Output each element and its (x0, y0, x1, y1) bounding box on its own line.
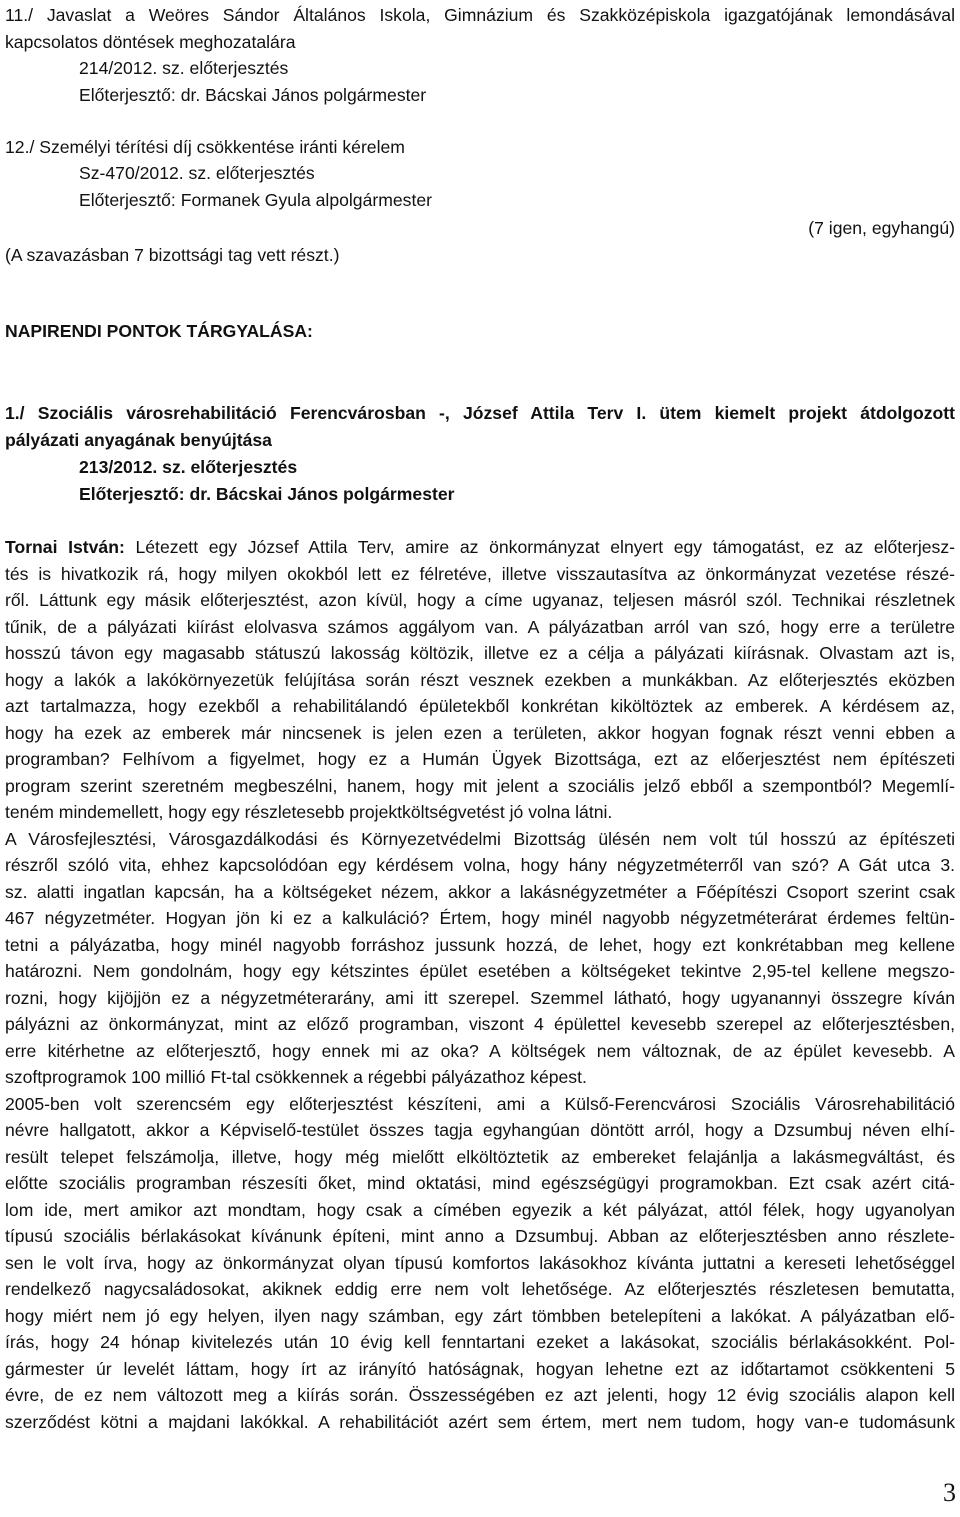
item11-title-line-2: kapcsolatos döntések meghozatalára (5, 32, 296, 52)
speech-line: tés is hivatkozik rá, hogy milyen okokból lett ez félretéve, illetve visszautasítva az önkormányzat vezetése részé- (5, 564, 955, 584)
speech-line: névre hallgatott, akkor a Képviselő-testület összes tagja egyhangúan döntött arról, hogy a Dzsumbuj néven elhí- (5, 1120, 955, 1140)
speech-line: évre, de ez nem változott meg a kiírás során. Összességében ez azt jelenti, hogy 12 évig szociális alapon kell (5, 1385, 955, 1405)
page-number: 3 (943, 1478, 956, 1507)
agenda-item-number: 213/2012. sz. előterjesztés (79, 457, 298, 477)
speech-line: teném mindemellett, hogy egy részletesebb projektköltségvetést jó volna látni. (5, 802, 613, 822)
speech-line: 2005-ben volt szerencsém egy előterjesztést készíteni, ami a Külső-Ferencvárosi Szociális Városrehabilitáció (5, 1094, 955, 1114)
speech-line: pályázni az önkormányzat, mint az előző programban, viszont 4 épülettel kevesebb szerepel az előterjesztésben, (5, 1014, 955, 1034)
speech-line: határozni. Nem gondolnám, hogy egy kétszintes épület esetében a költségeket tekintve 2,95-tel kellene megszo- (5, 961, 955, 981)
speech-line: tűnik, de a pályázati kiírást elolvasva számos aggályom van. A pályázatban arról van szó, hogy erre a területre (5, 617, 955, 637)
vote-result: (7 igen, egyhangú) (808, 218, 955, 238)
item12-presenter: Előterjesztő: Formanek Gyula alpolgármester (79, 190, 433, 210)
speech-line: ről. Láttunk egy másik előterjesztést, azon kívül, hogy a címe ugyanaz, teljesen másról szól. Technikai részletnek (5, 590, 955, 610)
speech-line: hogy a lakók a lakókörnyezetük felújítása során részt vesznek ezekben a munkákban. Az előterjesztés eközben (5, 670, 955, 690)
speech-line: sen le volt írva, hogy az önkormányzat olyan típusú komfortos lakásokhoz kívánta juttatni a kereseti lehetőséggel (5, 1253, 955, 1273)
speech-line: tetni a pályázatba, hogy minél nagyobb forráshoz jussunk hozzá, de lehet, hogy ezt konkrétabban meg kellene (5, 935, 955, 955)
speech-line: 467 négyzetméter. Hogyan jön ki ez a kalkuláció? Értem, hogy minél nagyobb négyzetméterárat érdemes feltün- (5, 908, 955, 928)
speech-line: lom ide, mert amikor azt mondtam, hogy csak a címében egyezik a két pályázat, attól félek, hogy ugyanolyan (5, 1200, 955, 1220)
speech-line: hosszú távon egy magasabb státuszú lakosság költözik, illetve ez a célja a pályázati kiírásnak. Olvastam azt is, (5, 643, 955, 663)
speech-line: azt tartalmazza, hogy ezekből a rehabilitálandó épületekből konkrétan kiköltöztek az emberek. A kérdésem az, (5, 696, 955, 716)
speech-line: hogy miért nem jó egy helyen, ilyen nagy számban, egy zárt tömbben betelepíteni a lakókat. A pályázatban elő- (5, 1306, 955, 1326)
speech-line: gármester úr levelét láttam, hogy írt az irányító hatóságnak, hogyan lehetne ezt az időtartamot csökkenteni 5 (5, 1359, 955, 1379)
agenda-item-title-line-1: 1./ Szociális városrehabilitáció Ferencvárosban -, József Attila Terv I. ütem kiemelt projekt átdolgozott (5, 403, 955, 423)
speech-line: erre kitérhetne az előterjesztő, hogy ennek mi az oka? A költségek nem változnak, de az épület kevesebb. A (5, 1041, 955, 1061)
agenda-item-presenter: Előterjesztő: dr. Bácskai János polgármester (79, 484, 455, 504)
speaker-name: Tornai István: (5, 537, 125, 557)
item11-number: 214/2012. sz. előterjesztés (79, 58, 289, 78)
section-heading: NAPIRENDI PONTOK TÁRGYALÁSA: (5, 321, 313, 341)
speech-line: A Városfejlesztési, Városgazdálkodási és Környezetvédelmi Bizottság ülésén nem volt túl hosszú az építészeti (5, 829, 955, 849)
speech-line: rendelkező nagycsaládosokat, akiknek eddig erre nem volt lehetősége. Az előterjesztés részletesen bemutatta, (5, 1279, 955, 1299)
speech-line: szerződést kötni a majdani lakókkal. A rehabilitációt azért sem értem, mert nem tudom, hogy van-e tudomásunk (5, 1412, 955, 1432)
speech-line: részről szóló vita, ehhez kapcsolódóan egy kérdésem volna, hogy hány négyzetméterről van szó? A Gát utca 3. (5, 855, 955, 875)
item11-title-line-1: 11./ Javaslat a Weöres Sándor Általános Iskola, Gimnázium és Szakközépiskola igazgatójának lemondásával (5, 5, 955, 25)
speech-line: resült telepet felszámolja, illetve, hogy még mielőtt elköltöztetik az embereket felajánlja a lakásmegváltást, és (5, 1147, 955, 1167)
attendance-note: (A szavazásban 7 bizottsági tag vett részt.) (5, 245, 340, 265)
item12-title: 12./ Személyi térítési díj csökkentése iránti kérelem (5, 137, 405, 157)
speech-line: típusú szociális bérlakásokat kívánunk építeni, mint anno a Dzsumbuj. Abban az előterjesztésben anno részlete- (5, 1226, 955, 1246)
speech-line: rozni, hogy kijöjjön ez a négyzetméterarány, ami itt szerepel. Szemmel látható, hogy ugyanannyi összegre kíván (5, 988, 955, 1008)
speech-line: sz. alatti ingatlan kapcsán, ha a költségeket nézem, akkor a lakásnégyzetméter a Főépítészi Csoport szerint csak (5, 882, 955, 902)
item11-presenter: Előterjesztő: dr. Bácskai János polgármester (79, 85, 427, 105)
speech-line: szoftprogramok 100 millió Ft-tal csökkennek a régebbi pályázathoz képest. (5, 1067, 587, 1087)
speech-line-1: Tornai István: Létezett egy József Attila Terv, amire az önkormányzat elnyert egy támogatást, ez az előterjesz- (5, 537, 955, 557)
speech-line: előtte szociális programban részesíti őket, mind oktatási, mind egészségügyi programokban. Ezt csak azért citá- (5, 1173, 955, 1193)
speech-line: írás, hogy 24 hónap kivitelezés után 10 évig kell fenntartani ezeket a lakásokat, szociális bérlakásokként. Pol- (5, 1332, 955, 1352)
speech-line: hogy ha ezek az emberek már nincsenek is jelen ezen a területen, akkor hogyan fognak részt venni ebben a (5, 723, 955, 743)
agenda-item-title-line-2: pályázati anyagának benyújtása (5, 430, 272, 450)
speech-line: programban? Felhívom a figyelmet, hogy ez a Humán Ügyek Bizottsága, ezt az előerjesztést nem építészeti (5, 749, 955, 769)
item12-number: Sz-470/2012. sz. előterjesztés (79, 163, 315, 183)
speech-line: program szerint szeretném megbeszélni, hanem, hogy mit jelent a szociális jelző ebből a szempontból? Megemlí- (5, 776, 955, 796)
